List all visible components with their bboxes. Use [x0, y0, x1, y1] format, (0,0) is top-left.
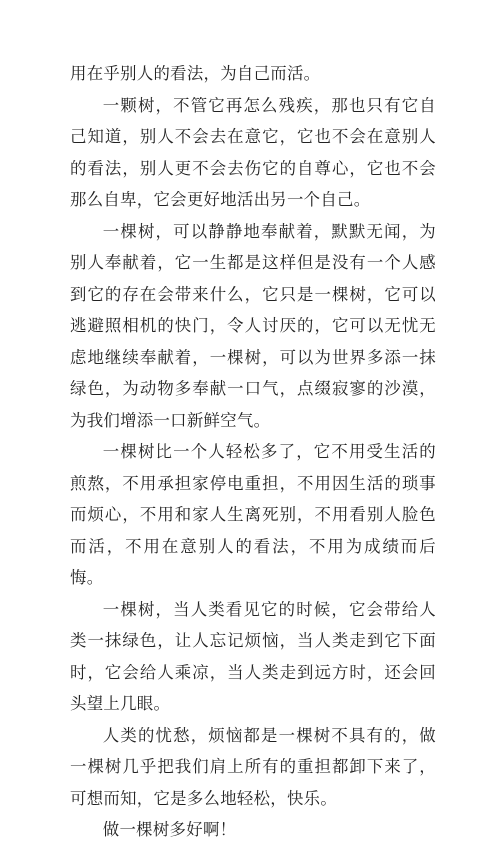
document-body	[70, 58, 436, 846]
paragraph-crooked-tree: 一颗树，不管它再怎么残疾，那也只有它自己知道，别人不会去在意它，它也不会在意别人的看法，别人更不会去伤它的自尊心，它也不会那么自卑，它会更好地活出另一个自己。	[70, 95, 436, 209]
paragraph-quiet-devotion: 一棵树，可以静静地奉献着，默默无闻，为别人奉献着，它一生都是这样但是没有一个人感到它的存在会带来什么，它只是一棵树，它可以逃避照相机的快门，令人讨厌的，它可以无忧无虑地继续奉献着，一棵树，可以为世界多添一抹绿色，为动物多奉献一口气，点缀寂寥的沙漠，为我们增添一口新鲜空气。	[70, 221, 436, 430]
paragraph-gives-green: 一棵树，当人类看见它的时候，它会带给人类一抹绿色，让人忘记烦恼，当人类走到它下面时，它会给人乘凉，当人类走到远方时，还会回头望上几眼。	[70, 599, 436, 713]
paragraph-easier-than-human: 一棵树比一个人轻松多了，它不用受生活的煎熬，不用承担家停电重担，不用因生活的琐事而烦心，不用和家人生离死别，不用看别人脸色而活，不用在意别人的看法，不用为成绩而后悔。	[70, 442, 436, 587]
paragraph-no-worries: 人类的忧愁，烦恼都是一棵树不具有的，做一棵树几乎把我们肩上所有的重担都卸下来了，可想而知，它是多么地轻松，快乐。	[70, 725, 436, 808]
paragraph-continued: 用在乎别人的看法，为自己而活。	[70, 64, 321, 83]
paragraph-conclusion: 做一棵树多好啊！	[102, 820, 237, 839]
